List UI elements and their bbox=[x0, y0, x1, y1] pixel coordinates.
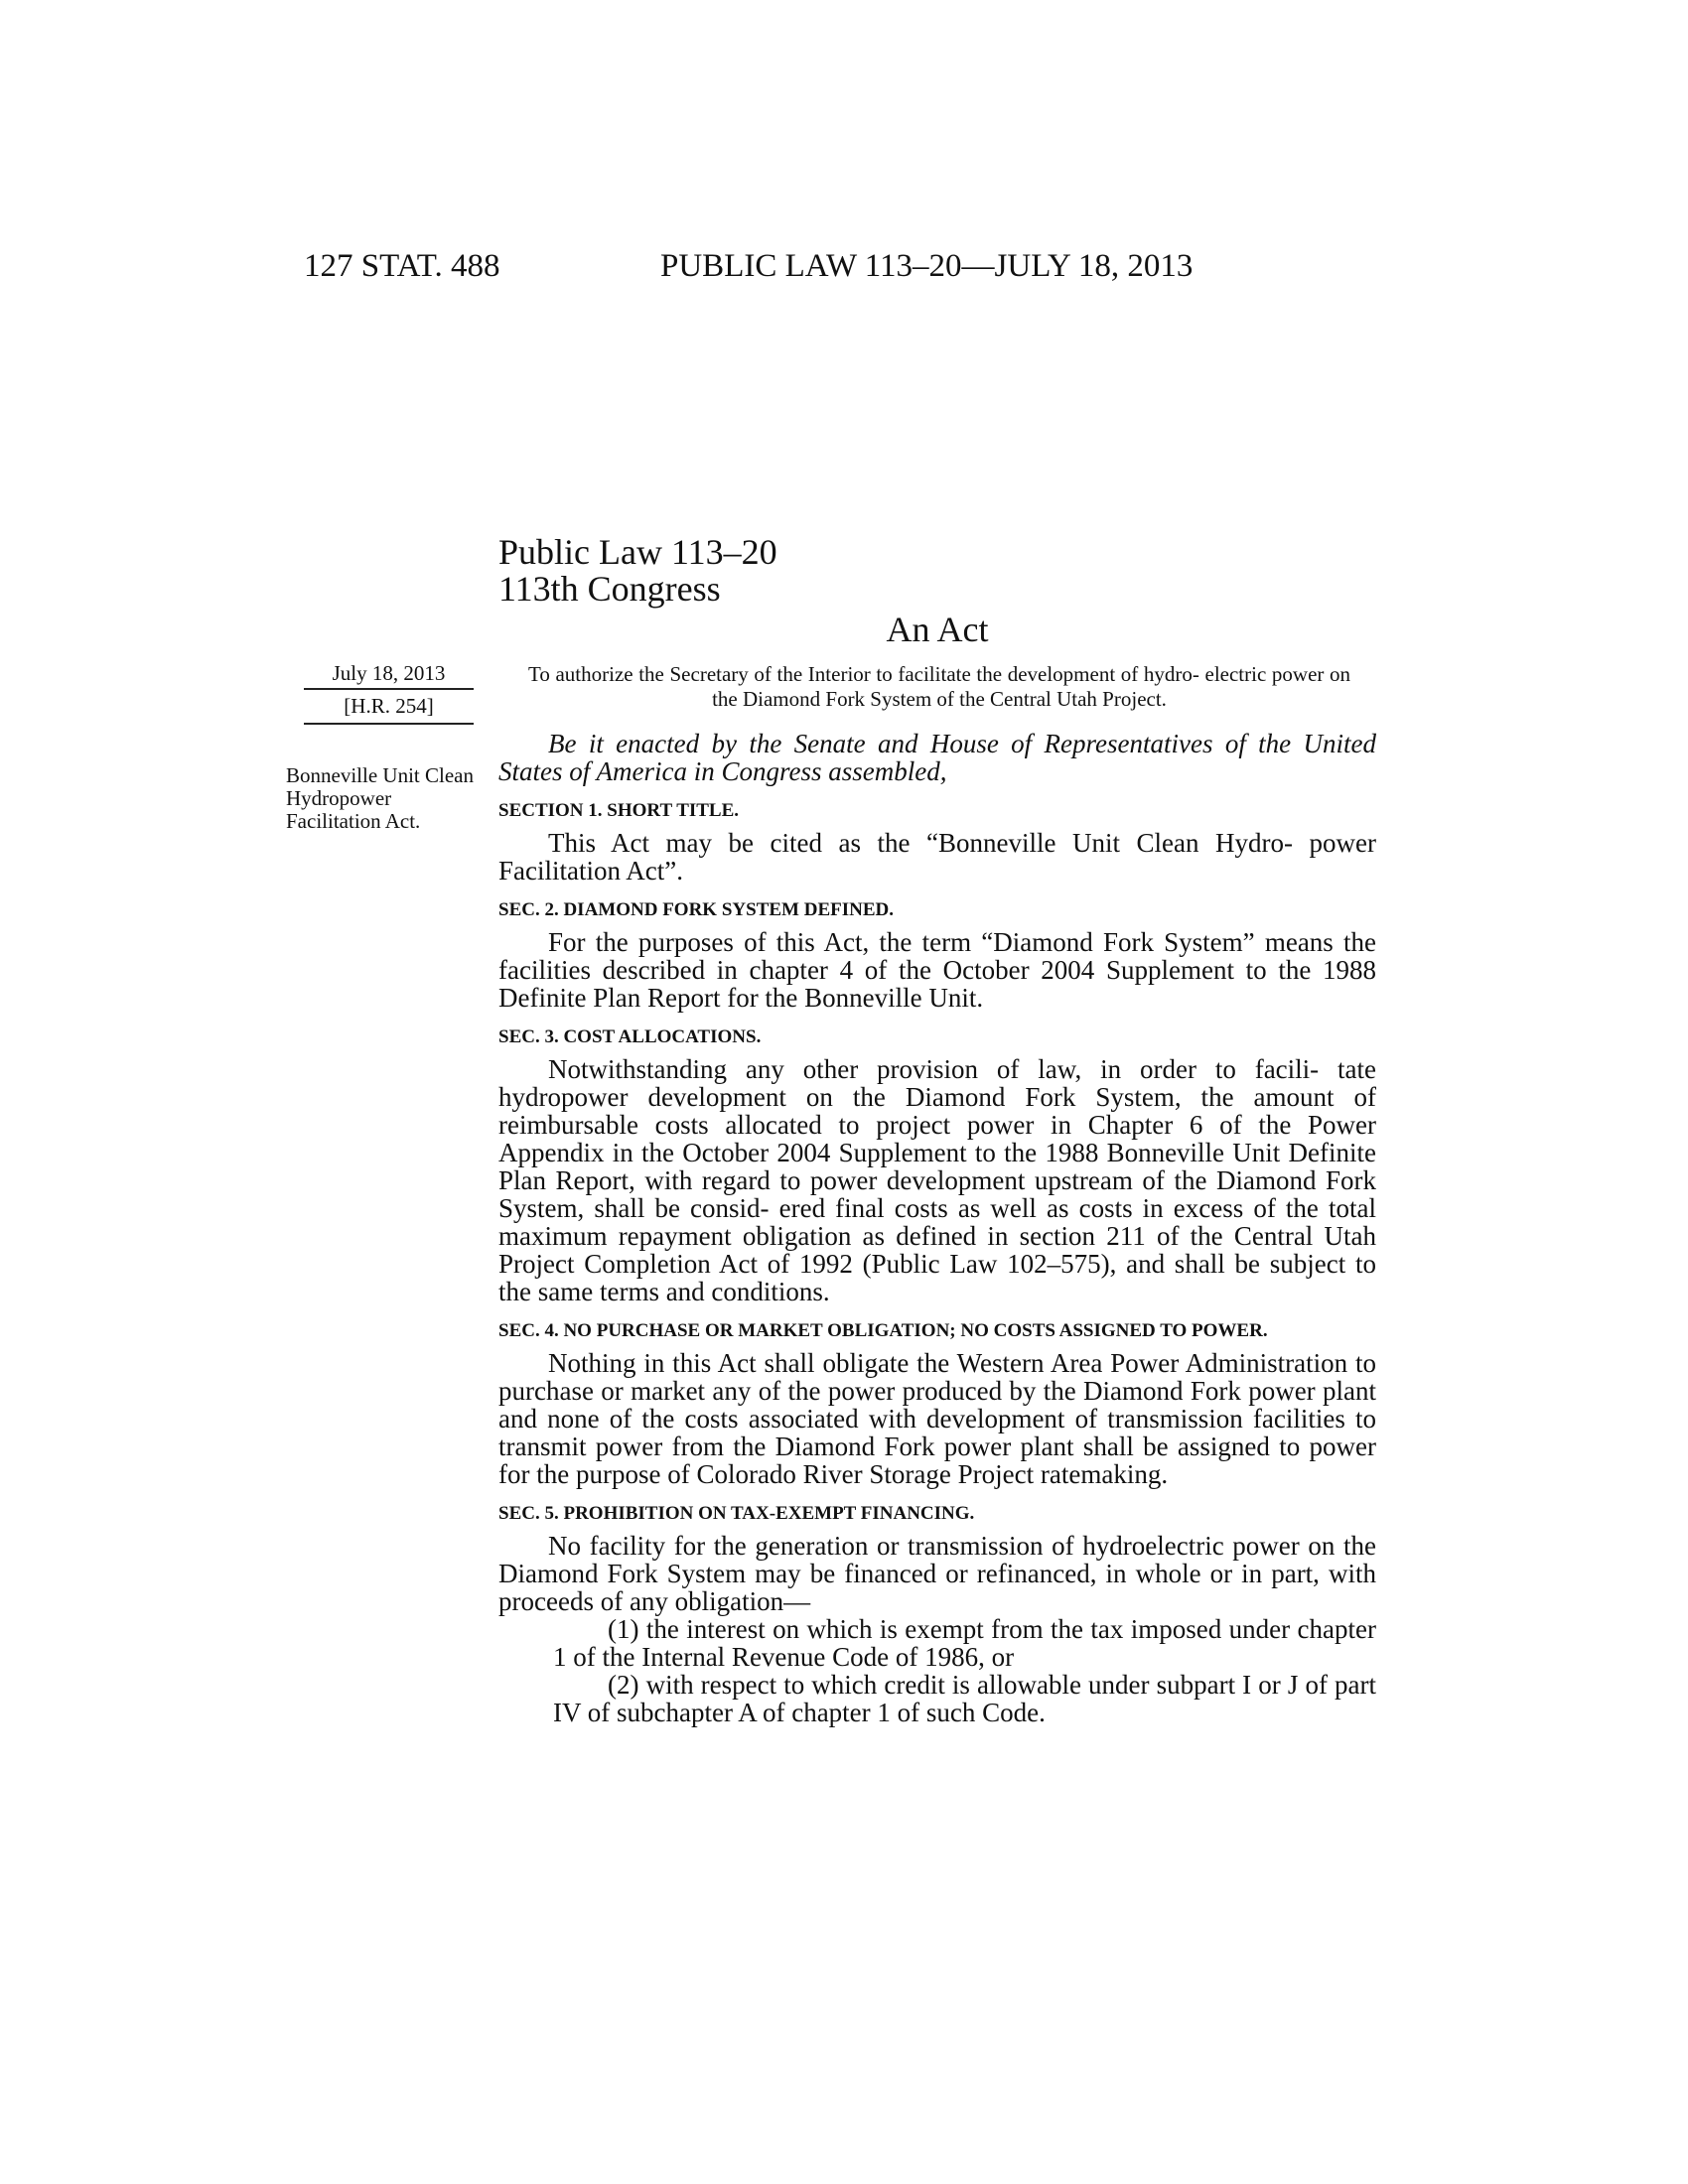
margin-enactment-info bbox=[304, 660, 474, 725]
law-identification bbox=[498, 534, 777, 608]
bill-number: [H.R. 254] bbox=[344, 694, 434, 718]
section-4-text: Nothing in this Act shall obligate the Western Area Power Administration to purchase or market any of the power produced by the Diamond Fork power plant and none of the costs associated with development of transmission facilities to transmit power from the Diamond Fork power plant shall be assigned to power for the purpose of Colorado River Storage Project ratemaking. bbox=[498, 1348, 1376, 1489]
congress-number: 113th Congress bbox=[498, 569, 721, 609]
act-heading: An Act bbox=[886, 610, 989, 649]
section-5-paragraph-1: (1) the interest on which is exempt from the tax imposed under chapter 1 of the Internal Revenue Code of 1986, or bbox=[553, 1614, 1376, 1672]
section-2-heading: SEC. 2. DIAMOND FORK SYSTEM DEFINED. bbox=[498, 899, 894, 920]
section-5-heading: SEC. 5. PROHIBITION ON TAX-EXEMPT FINANCING. bbox=[498, 1503, 975, 1524]
page-number: 127 STAT. 488 bbox=[304, 248, 500, 284]
section-5-paragraph-2: (2) with respect to which credit is allowable under subpart I or J of part IV of subchapter A of chapter 1 of such Code. bbox=[553, 1670, 1376, 1727]
section-1-text: This Act may be cited as the “Bonneville Unit Clean Hydro- power Facilitation Act”. bbox=[498, 828, 1376, 886]
margin-rule bbox=[304, 688, 474, 690]
running-header-title: PUBLIC LAW 113–20—JULY 18, 2013 bbox=[660, 248, 1194, 284]
public-law-number: Public Law 113–20 bbox=[498, 532, 777, 572]
section-2-text: For the purposes of this Act, the term “Diamond Fork System” means the facilities described in chapter 4 of the October 2004 Supplement to the 1988 Definite Plan Report for the Bonneville Unit. bbox=[498, 927, 1376, 1013]
section-5-text: No facility for the generation or transmission of hydroelectric power on the Diamond Fork System may be financed or refinanced, in whole or in part, with proceeds of any obligation— bbox=[498, 1531, 1376, 1616]
act-body bbox=[498, 730, 1376, 1726]
section-1-heading: SECTION 1. SHORT TITLE. bbox=[498, 800, 740, 821]
enacting-clause: Be it enacted by the Senate and House of Representatives of the United States of America in Congress assembled, bbox=[498, 729, 1376, 786]
margin-short-title-note: Bonneville Unit Clean Hydropower Facilitation Act. bbox=[286, 763, 474, 833]
section-3-text: Notwithstanding any other provision of law, in order to facili- tate hydropower development on the Diamond Fork System, the amount of reimbursable costs allocated to project power in Chapter 6 of the Power Appendix in the October 2004 Supplement to the 1988 Bonneville Unit Definite Plan Report, with regard to power development upstream of the Diamond Fork System, shall be consid- ered final costs as well as costs in excess of the total maximum repayment obligation as defined in section 211 of the Central Utah Project Completion Act of 1992 (Public Law 102–575), and shall be subject to the same terms and conditions. bbox=[498, 1054, 1376, 1306]
section-3-heading: SEC. 3. COST ALLOCATIONS. bbox=[498, 1026, 762, 1047]
enactment-date: July 18, 2013 bbox=[332, 661, 446, 685]
purpose-clause: To authorize the Secretary of the Interior to facilitate the development of hydro- electric power on the Diamond Fork System of the Central Utah Project. bbox=[528, 662, 1350, 711]
section-4-heading: SEC. 4. NO PURCHASE OR MARKET OBLIGATION; NO COSTS ASSIGNED TO POWER. bbox=[498, 1320, 1268, 1341]
margin-rule bbox=[304, 723, 474, 725]
